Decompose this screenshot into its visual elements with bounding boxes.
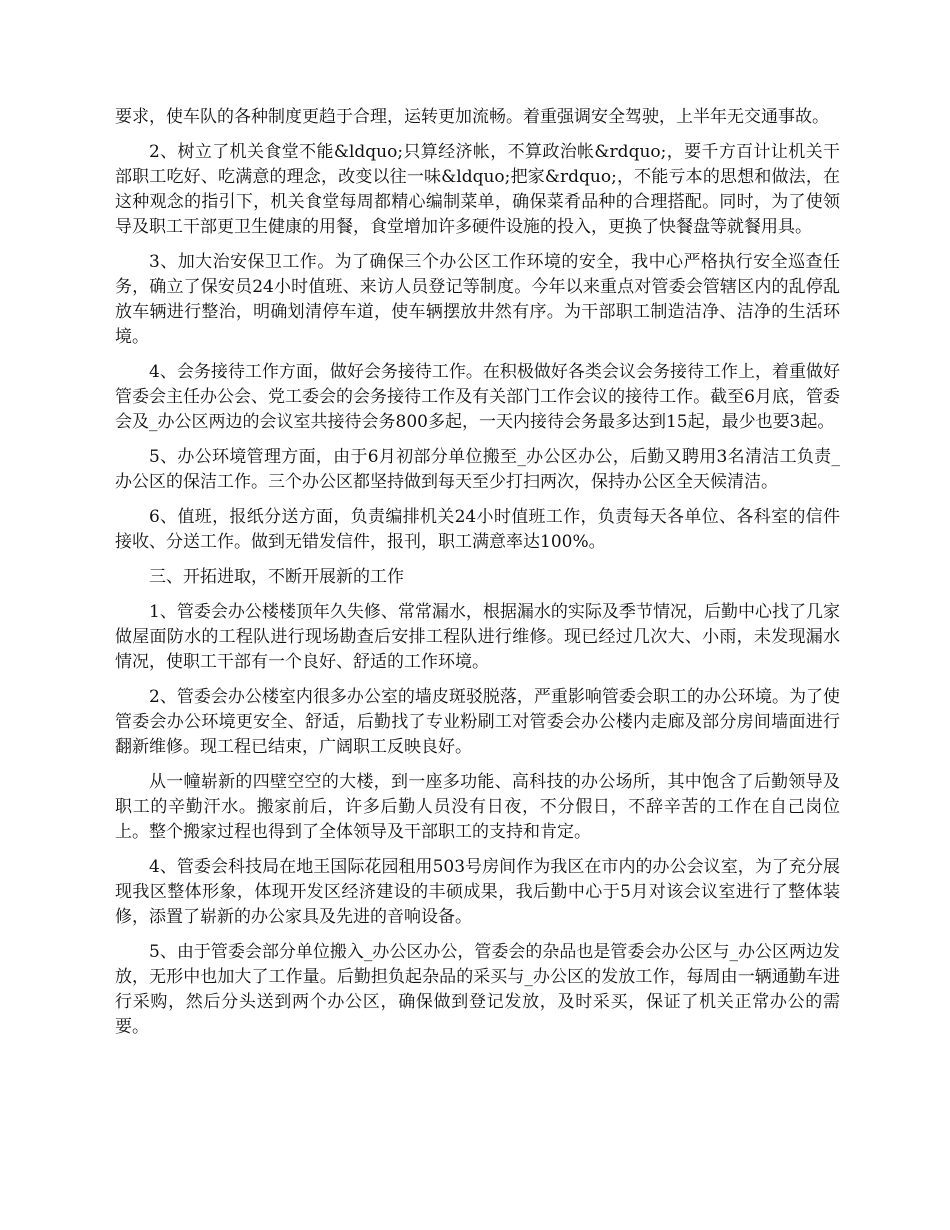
paragraph-duty-newspaper: 6、值班，报纸分送方面，负责编排机关24小时值班工作，负责每天各单位、各科室的信件接收、分送工作。做到无错发信件，报刊，职工满意率达100%。 (115, 507, 840, 552)
paragraph-wall-renovation: 2、管委会办公楼室内很多办公室的墙皮斑驳脱落，严重影响管委会职工的办公环境。为了使管委会办公环境更安全、舒适，后勤找了专业粉刷工对管委会办公楼内走廊及部分房间墙面进行翻新维修。现工程已结束，广阔职工反映良好。 (115, 687, 840, 757)
paragraph-office-environment: 5、办公环境管理方面，由于6月初部分单位搬至_办公区办公，后勤又聘用3名清洁工负责_办公区的保洁工作。三个办公区都坚持做到每天至少打扫两次，保持办公区全天候清洁。 (115, 447, 840, 492)
paragraph-security: 3、加大治安保卫工作。为了确保三个办公区工作环境的安全，我中心严格执行安全巡查任务，确立了保安员24小时值班、来访人员登记等制度。今年以来重点对管委会管辖区内的乱停乱放车辆进行整治，明确划清停车道，使车辆摆放井然有序。为干部职工制造洁净、洁净的生活环境。 (115, 252, 840, 347)
paragraph-new-building: 从一幢崭新的四壁空空的大楼，到一座多功能、高科技的办公场所，其中饱含了后勤领导及职工的辛勤汗水。搬家前后，许多后勤人员没有日夜，不分假日，不辞辛苦的工作在自己岗位上。整个搬家过程也得到了全体领导及干部职工的支持和肯定。 (115, 772, 840, 842)
document-page (115, 105, 840, 1050)
paragraph-canteen: 2、树立了机关食堂不能&ldquo;只算经济帐，不算政治帐&rdquo;，要千方百计让机关干部职工吃好、吃满意的理念，改变以往一味&ldquo;把家&rdquo;，不能亏本的思想和做法，在这种观念的指引下，机关食堂每周都精心编制菜单，确保菜肴品种的合理搭配。同时，为了使领导及职工干部更卫生健康的用餐，食堂增加许多硬件设施的投入，更换了快餐盘等就餐用具。 (115, 142, 840, 237)
section-heading: 三、开拓进取，不断开展新的工作 (149, 567, 404, 587)
paragraph-supplies: 5、由于管委会部分单位搬入_办公区办公，管委会的杂品也是管委会办公区与_办公区两边发放，无形中也加大了工作量。后勤担负起杂品的采买与_办公区的发放工作，每周由一辆通勤车进行采购，然后分头送到两个办公区，确保做到登记发放，及时采买，保证了机关正常办公的需要。 (115, 942, 840, 1037)
paragraph-vehicle-safety: 要求，使车队的各种制度更趋于合理，运转更加流畅。着重强调安全驾驶，上半年无交通事故。 (115, 107, 829, 127)
paragraph-roof-repair: 1、管委会办公楼楼顶年久失修、常常漏水，根据漏水的实际及季节情况，后勤中心找了几家做屋面防水的工程队进行现场勘查后安排工程队进行维修。现已经过几次大、小雨，未发现漏水情况，使职工干部有一个良好、舒适的工作环境。 (115, 602, 840, 672)
paragraph-reception: 4、会务接待工作方面，做好会务接待工作。在积极做好各类会议会务接待工作上，着重做好管委会主任办公会、党工委会的会务接待工作及有关部门工作会议的接待工作。截至6月底，管委会及_办公区两边的会议室共接待会务800多起，一天内接待会务最多达到15起，最少也要3起。 (115, 362, 840, 432)
paragraph-meeting-room: 4、管委会科技局在地王国际花园租用503号房间作为我区在市内的办公会议室，为了充分展现我区整体形象，体现开发区经济建设的丰硕成果，我后勤中心于5月对该会议室进行了整体装修，添置了崭新的办公家具及先进的音响设备。 (115, 857, 840, 927)
